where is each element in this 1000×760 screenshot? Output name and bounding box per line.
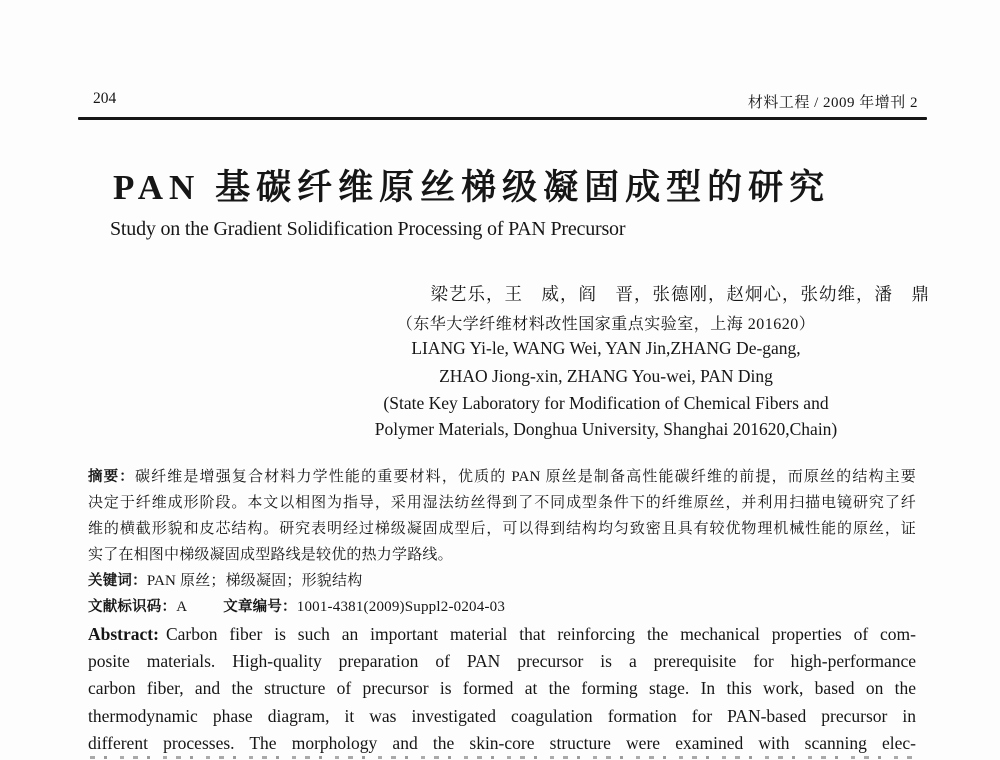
abstract-en-line5: different processes. The morphology and the skin-core structure were examined with scanning elec-: [88, 732, 916, 753]
clipped-next-text-line: [90, 756, 912, 759]
article-title-cn: PAN 基碳纤维原丝梯级凝固成型的研究: [113, 168, 831, 207]
article-title-en: Study on the Gradient Solidification Processing of PAN Precursor: [110, 218, 626, 240]
page-number: 204: [93, 90, 117, 107]
abstract-cn-label: 摘要：: [88, 469, 135, 485]
authors-en-line2: ZHAO Jiong-xin, ZHANG You-wei, PAN Ding: [439, 366, 773, 386]
keywords-line: [88, 568, 916, 594]
doc-code-label: 文献标识码：: [88, 599, 177, 615]
header-rule: [78, 117, 927, 120]
abstract-cn-line2: 决定于纤维成形阶段。本文以相图为指导，采用湿法纺丝得到了不同成型条件下的纤维原丝，并利用扫描电镜研究了纤: [88, 495, 916, 511]
keywords-label: 关键词：: [88, 573, 147, 589]
doc-meta-line: [88, 594, 916, 620]
abstract-en-label: Abstract:: [88, 624, 159, 644]
authors-cn: 梁艺乐，王 威，阎 晋，张德刚，赵炯心，张幼维，潘 鼎: [430, 284, 930, 304]
abstract-cn-text1: 碳纤维是增强复合材料力学性能的重要材料，优质的 PAN 原丝是制备高性能碳纤维的前提，而原丝的结构主要: [134, 469, 916, 485]
article-no-label: 文章编号：: [223, 599, 297, 615]
affiliation-en-line1: (State Key Laboratory for Modification of Chemical Fibers and: [383, 393, 829, 413]
abstract-cn-line3: 维的横截形貌和皮芯结构。研究表明经过梯级凝固成型后，可以得到结构均匀致密且具有较优物理机械性能的原丝，证: [88, 521, 916, 537]
abstract-en-line3: carbon fiber, and the structure of precursor is formed at the forming stage. In this work, based on the: [88, 678, 916, 699]
abstract-cn-block: [88, 464, 916, 620]
authors-en-line1: LIANG Yi-le, WANG Wei, YAN Jin,ZHANG De-gang,: [411, 338, 801, 358]
abstract-en-line1: [88, 621, 916, 648]
affiliation-cn: （东华大学纤维材料改性国家重点实验室，上海 201620）: [396, 316, 816, 333]
abstract-en-text1: Carbon fiber is such an important material that reinforcing the mechanical properties of com-: [165, 624, 916, 644]
doc-code-value: A: [176, 599, 188, 615]
keywords-text: PAN 原丝；梯级凝固；形貌结构: [146, 573, 363, 589]
affiliation-en-line2: Polymer Materials, Donghua University, Shanghai 201620,Chain): [374, 419, 838, 439]
abstract-cn-line4: 实了在相图中梯级凝固成型路线是较优的热力学路线。: [88, 547, 453, 563]
abstract-en-line2: posite materials. High-quality preparation of PAN precursor is a prerequisite for high-performance: [88, 651, 916, 672]
abstract-en-line4: thermodynamic phase diagram, it was investigated coagulation formation for PAN-based precursor in: [88, 705, 916, 726]
journal-reference: 材料工程 / 2009 年增刊 2: [747, 95, 918, 111]
abstract-en-block: [88, 621, 916, 757]
abstract-cn-line1: [88, 464, 916, 490]
article-no-value: 1001-4381(2009)Suppl2-0204-03: [296, 599, 506, 615]
